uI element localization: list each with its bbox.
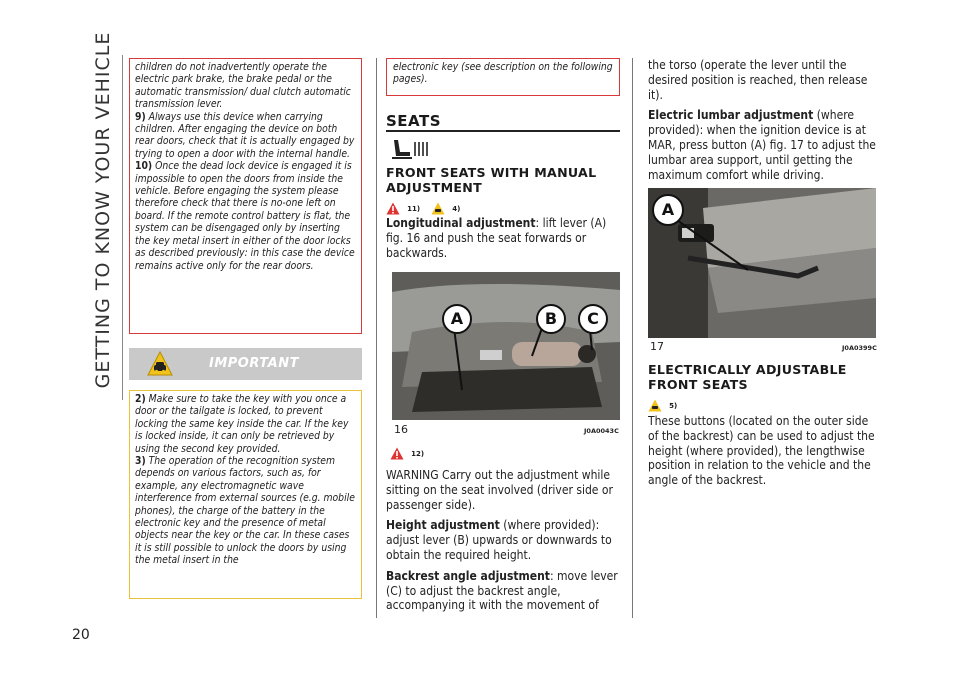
- label-backrest: Backrest angle adjustment: [386, 568, 550, 583]
- warning-note-intro: children do not inadvertently operate the electric park brake, the brake pedal or the automatic transmission/ dual clutch automatic transmission lever.: [135, 61, 351, 111]
- figure-number: 16: [394, 423, 408, 436]
- label-height: Height adjustment: [386, 518, 500, 533]
- important-header: [129, 348, 362, 380]
- reference-row: [386, 198, 620, 214]
- text-height: (where provided): adjust lever (B) upwards or downwards to obtain the required height.: [386, 518, 612, 562]
- callout-a: A: [652, 194, 684, 226]
- car-warning-icon: [431, 202, 445, 215]
- reference-row: [648, 395, 683, 411]
- car-warning-icon: [648, 399, 662, 412]
- note-ref-9: 9): [135, 110, 146, 123]
- figure-code: J0A0399C: [842, 344, 877, 352]
- callout-c: C: [578, 304, 608, 334]
- important-note-3: The operation of the recognition system depends on various factors, such as, for example, any electromagnetic wave interference from external sources (e.g. mobile phones), the charge of the battery in the electronic key and the presence of metal objects near the key or the car. In these cases it is still possible to unlock the doors by using the metal insert in the: [135, 455, 355, 567]
- text-torso: the torso (operate the lever until the desired position is reached, then release it).: [648, 58, 868, 102]
- callout-b: B: [536, 304, 566, 334]
- chapter-side-title: GETTING TO KNOW YOUR VEHICLE: [92, 31, 114, 389]
- warning-note-10: Once the dead lock device is engaged it is impossible to open the doors from inside the vehicle. Before engaging the system please therefore check that there is no-one left on board. If the remote control battery is flat, the system can be disengaged only by inserting the key metal insert in either of the door locks as described previously: in this case the device remains active only for the rear doors.: [135, 160, 355, 272]
- danger-icon: [386, 202, 400, 215]
- figure-16-photo: [392, 272, 620, 420]
- label-longitudinal: Longitudinal adjustment: [386, 216, 536, 230]
- reference-row: [390, 443, 430, 459]
- ref-11: 11): [407, 204, 421, 213]
- figure-number: 17: [650, 340, 664, 353]
- car-warning-icon: [147, 351, 173, 377]
- figure-17-photo: [648, 188, 876, 338]
- text-electric-seats: These buttons (located on the outer side of the backrest) can be used to adjust the height (where provided), the lengthwise position in relation to the vehicle and the angle of the backrest.: [648, 414, 875, 488]
- warning-paragraph: WARNING Carry out the adjustment while sitting on the seat involved (driver side or passenger side).: [386, 468, 613, 512]
- column-divider: [376, 58, 377, 618]
- callout-a: A: [442, 304, 472, 334]
- ref-4: 4): [452, 204, 461, 213]
- seat-icon: [388, 138, 432, 160]
- note-ref-2: 2): [135, 393, 146, 405]
- subheading-manual-seats: FRONT SEATS WITH MANUAL ADJUSTMENT: [386, 165, 597, 195]
- ref-5: 5): [669, 401, 678, 410]
- page-number: 20: [72, 627, 90, 643]
- important-label: IMPORTANT: [209, 356, 299, 371]
- subheading-electric-seats: ELECTRICALLY ADJUSTABLE FRONT SEATS: [648, 362, 847, 392]
- seat-lever-illustration: [392, 272, 620, 420]
- text-longitudinal: : lift lever (A) fig. 16 and push the seat forwards or backwards.: [386, 216, 607, 260]
- side-divider: [122, 55, 123, 400]
- column-divider: [632, 58, 633, 618]
- danger-icon: [390, 447, 404, 460]
- warning-note-box: [129, 58, 362, 334]
- note-ref-10: 10): [135, 160, 153, 173]
- warning-note-continued-text: electronic key (see description on the following pages).: [393, 61, 613, 86]
- heading-rule: [386, 130, 620, 132]
- note-ref-3: 3): [135, 455, 146, 468]
- section-heading-seats: SEATS: [386, 112, 442, 130]
- ref-12: 12): [411, 449, 425, 458]
- important-note-2: Make sure to take the key with you once a door or the tailgate is locked, to prevent locking the same key inside the car. If the key is locked inside, it can only be retrieved by using the second key provided.: [135, 393, 349, 455]
- important-note-box: [129, 390, 362, 599]
- warning-note-continued: [386, 58, 620, 96]
- text-backrest: : move lever (C) to adjust the backrest angle, accompanying it with the movement of: [386, 568, 618, 613]
- warning-note-9: Always use this device when carrying children. After engaging the device on both rear doors, check that it is actually engaged by trying to open a door with the internal handle.: [135, 110, 355, 160]
- label-lumbar: Electric lumbar adjustment: [648, 108, 814, 123]
- figure-code: J0A0043C: [584, 427, 619, 435]
- text-lumbar: (where provided): when the ignition device is at MAR, press button (A) fig. 17 to adjust the lumbar area support, until getting the maximum comfort while driving.: [648, 108, 876, 182]
